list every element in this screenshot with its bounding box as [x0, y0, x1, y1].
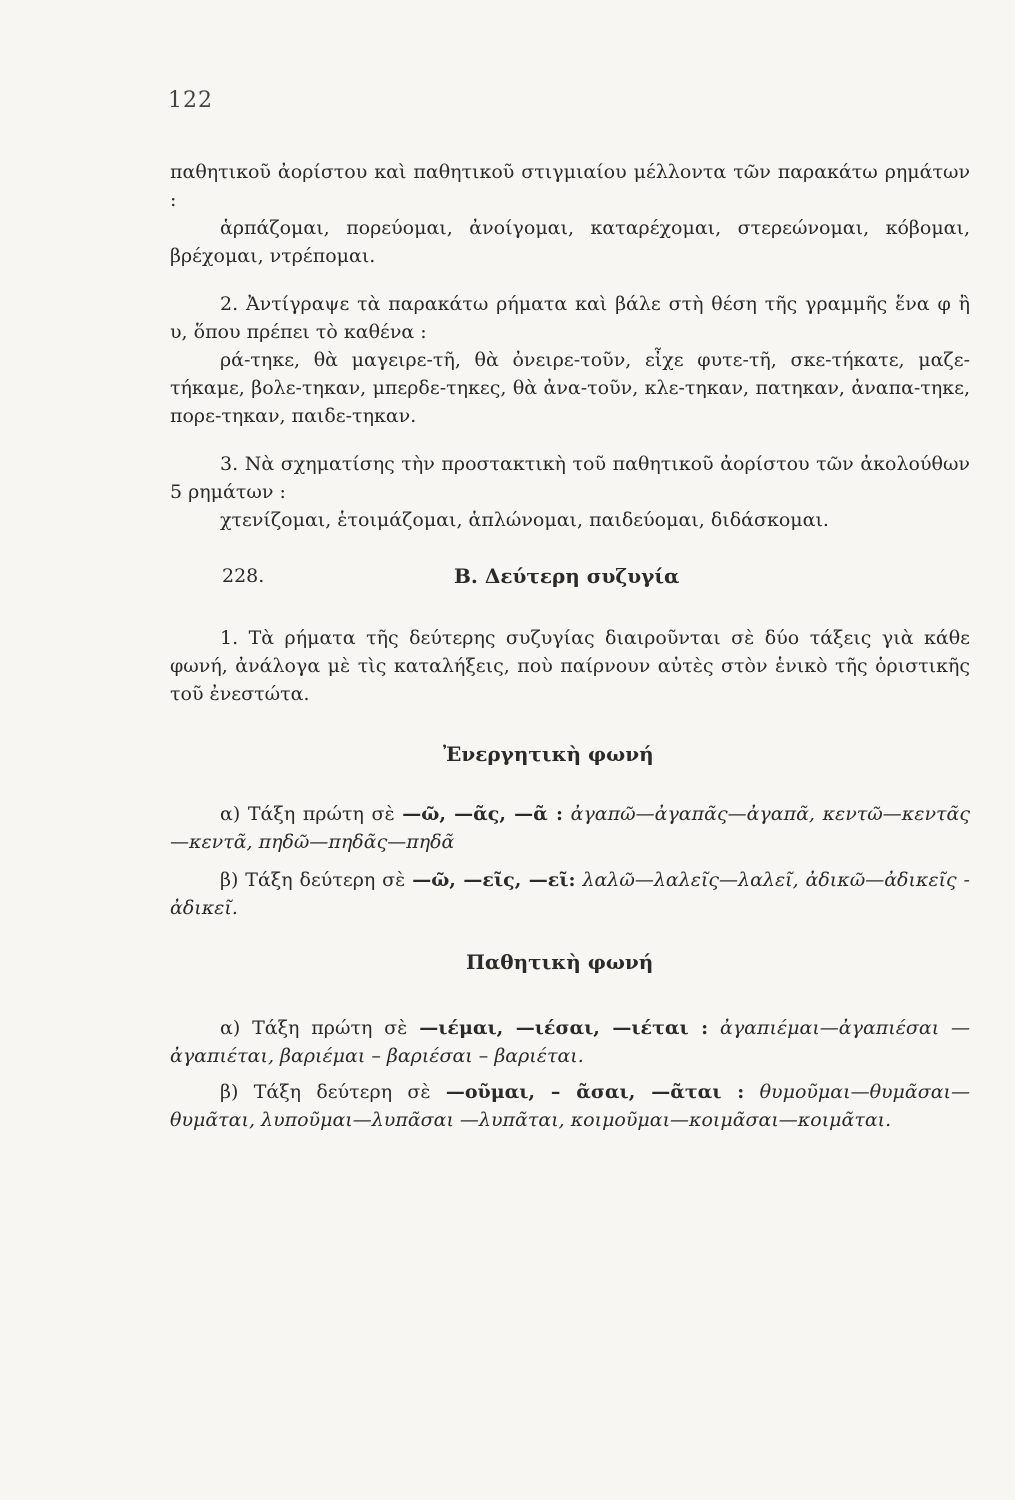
active-class-b	[170, 866, 970, 922]
active-b-label: β) Τάξη δεύτερη σὲ	[220, 869, 406, 891]
passive-a-label: α) Τάξη πρώτη σὲ	[220, 1017, 408, 1039]
passive-a-examples: ἀγαπιέμαι—ἀγαπιέσαι —ἀγαπιέται, βαριέμαι – βαριέσαι – βαριέται.	[170, 1017, 971, 1067]
verbs-list-3: χτενίζομαι, ἑτοιμάζομαι, ἁπλώνομαι, παιδεύομαι, διδάσκομαι.	[220, 509, 829, 531]
active-b-endings: —ῶ, —εῖς, —εῖ:	[412, 869, 576, 891]
active-b-examples: λαλῶ—λαλεῖς—λαλεῖ, ἀδικῶ—ἀδικεῖς - ἀδικεῖ.	[170, 869, 970, 919]
passive-a-endings: —ιέμαι, —ιέσαι, —ιέται :	[419, 1017, 709, 1039]
passive-class-b	[170, 1078, 970, 1134]
passive-b-examples: θυμοῦμαι—θυμᾶσαι—θυμᾶται, λυποῦμαι—λυπᾶσαι —λυπᾶται, κοιμοῦμαι—κοιμᾶσαι—κοιμᾶται.	[170, 1081, 970, 1131]
page-number: 122	[168, 88, 213, 113]
paragraph-1: 1. Τὰ ρήματα τῆς δεύτερης συζυγίας διαιροῦνται σὲ δύο τάξεις γιὰ κάθε φωνή, ἀνάλογα μὲ τὶς καταλήξεις, ποὺ παίρνουν αὐτὲς στὸν ἑνικὸ τῆς ὁριστικῆς τοῦ ἐνεστώτα.	[170, 627, 970, 705]
active-a-label: α) Τάξη πρώτη σὲ	[220, 803, 395, 825]
active-a-examples: ἀγαπῶ—ἀγαπᾶς—ἀγαπᾶ, κεντῶ—κεντᾶς—κεντᾶ, πηδῶ—πηδᾶς—πηδᾶ	[170, 803, 970, 853]
section-title: Β. Δεύτερη συζυγία	[454, 564, 680, 588]
exercise-2-text: 2. Ἀντίγραψε τὰ παρακάτω ρήματα καὶ βάλε στὴ θέση τῆς γραμμῆς ἕνα φ ἢ υ, ὅπου πρέπει τὸ καθένα :	[170, 293, 970, 343]
active-voice-heading: Ἐνεργητικὴ φωνή	[443, 742, 654, 766]
passive-voice-heading: Παθητικὴ φωνή	[466, 950, 654, 974]
active-class-a	[170, 800, 970, 856]
verbs-list-1: ἁρπάζομαι, πορεύομαι, ἀνοίγομαι, καταρέχομαι, στερεώνομαι, κόβομαι, βρέχομαι, ντρέπομαι.	[170, 217, 970, 267]
passive-b-endings: —οῦμαι, – ᾶσαι, —ᾶται :	[445, 1081, 745, 1103]
exercise-3-text: 3. Νὰ σχηματίσης τὴν προστακτικὴ τοῦ παθητικοῦ ἀορίστου τῶν ἀκολούθων 5 ρημάτων :	[170, 453, 970, 503]
passive-b-label: β) Τάξη δεύτερη σὲ	[220, 1081, 431, 1103]
active-a-endings: —ῶ, —ᾶς, —ᾶ :	[402, 803, 563, 825]
exercise-2-words: ρά-τηκε, θὰ μαγειρε-τῆ, θὰ ὀνειρε-τοῦν, εἶχε φυτε-τῆ, σκε-τήκατε, μαζε-τήκαμε, βολε-τηκαν, μπερδε-τηκες, θὰ ἀνα-τοῦν, κλε-τηκαν, πατηκαν, ἀναπα-τηκε, πορε-τηκαν, παιδε-τηκαν.	[170, 349, 970, 427]
section-number: 228.	[222, 565, 265, 587]
exercise-intro: παθητικοῦ ἀορίστου καὶ παθητικοῦ στιγμιαίου μέλλοντα τῶν παρακάτω ρημάτων :	[170, 161, 970, 211]
passive-class-a	[170, 1014, 970, 1070]
